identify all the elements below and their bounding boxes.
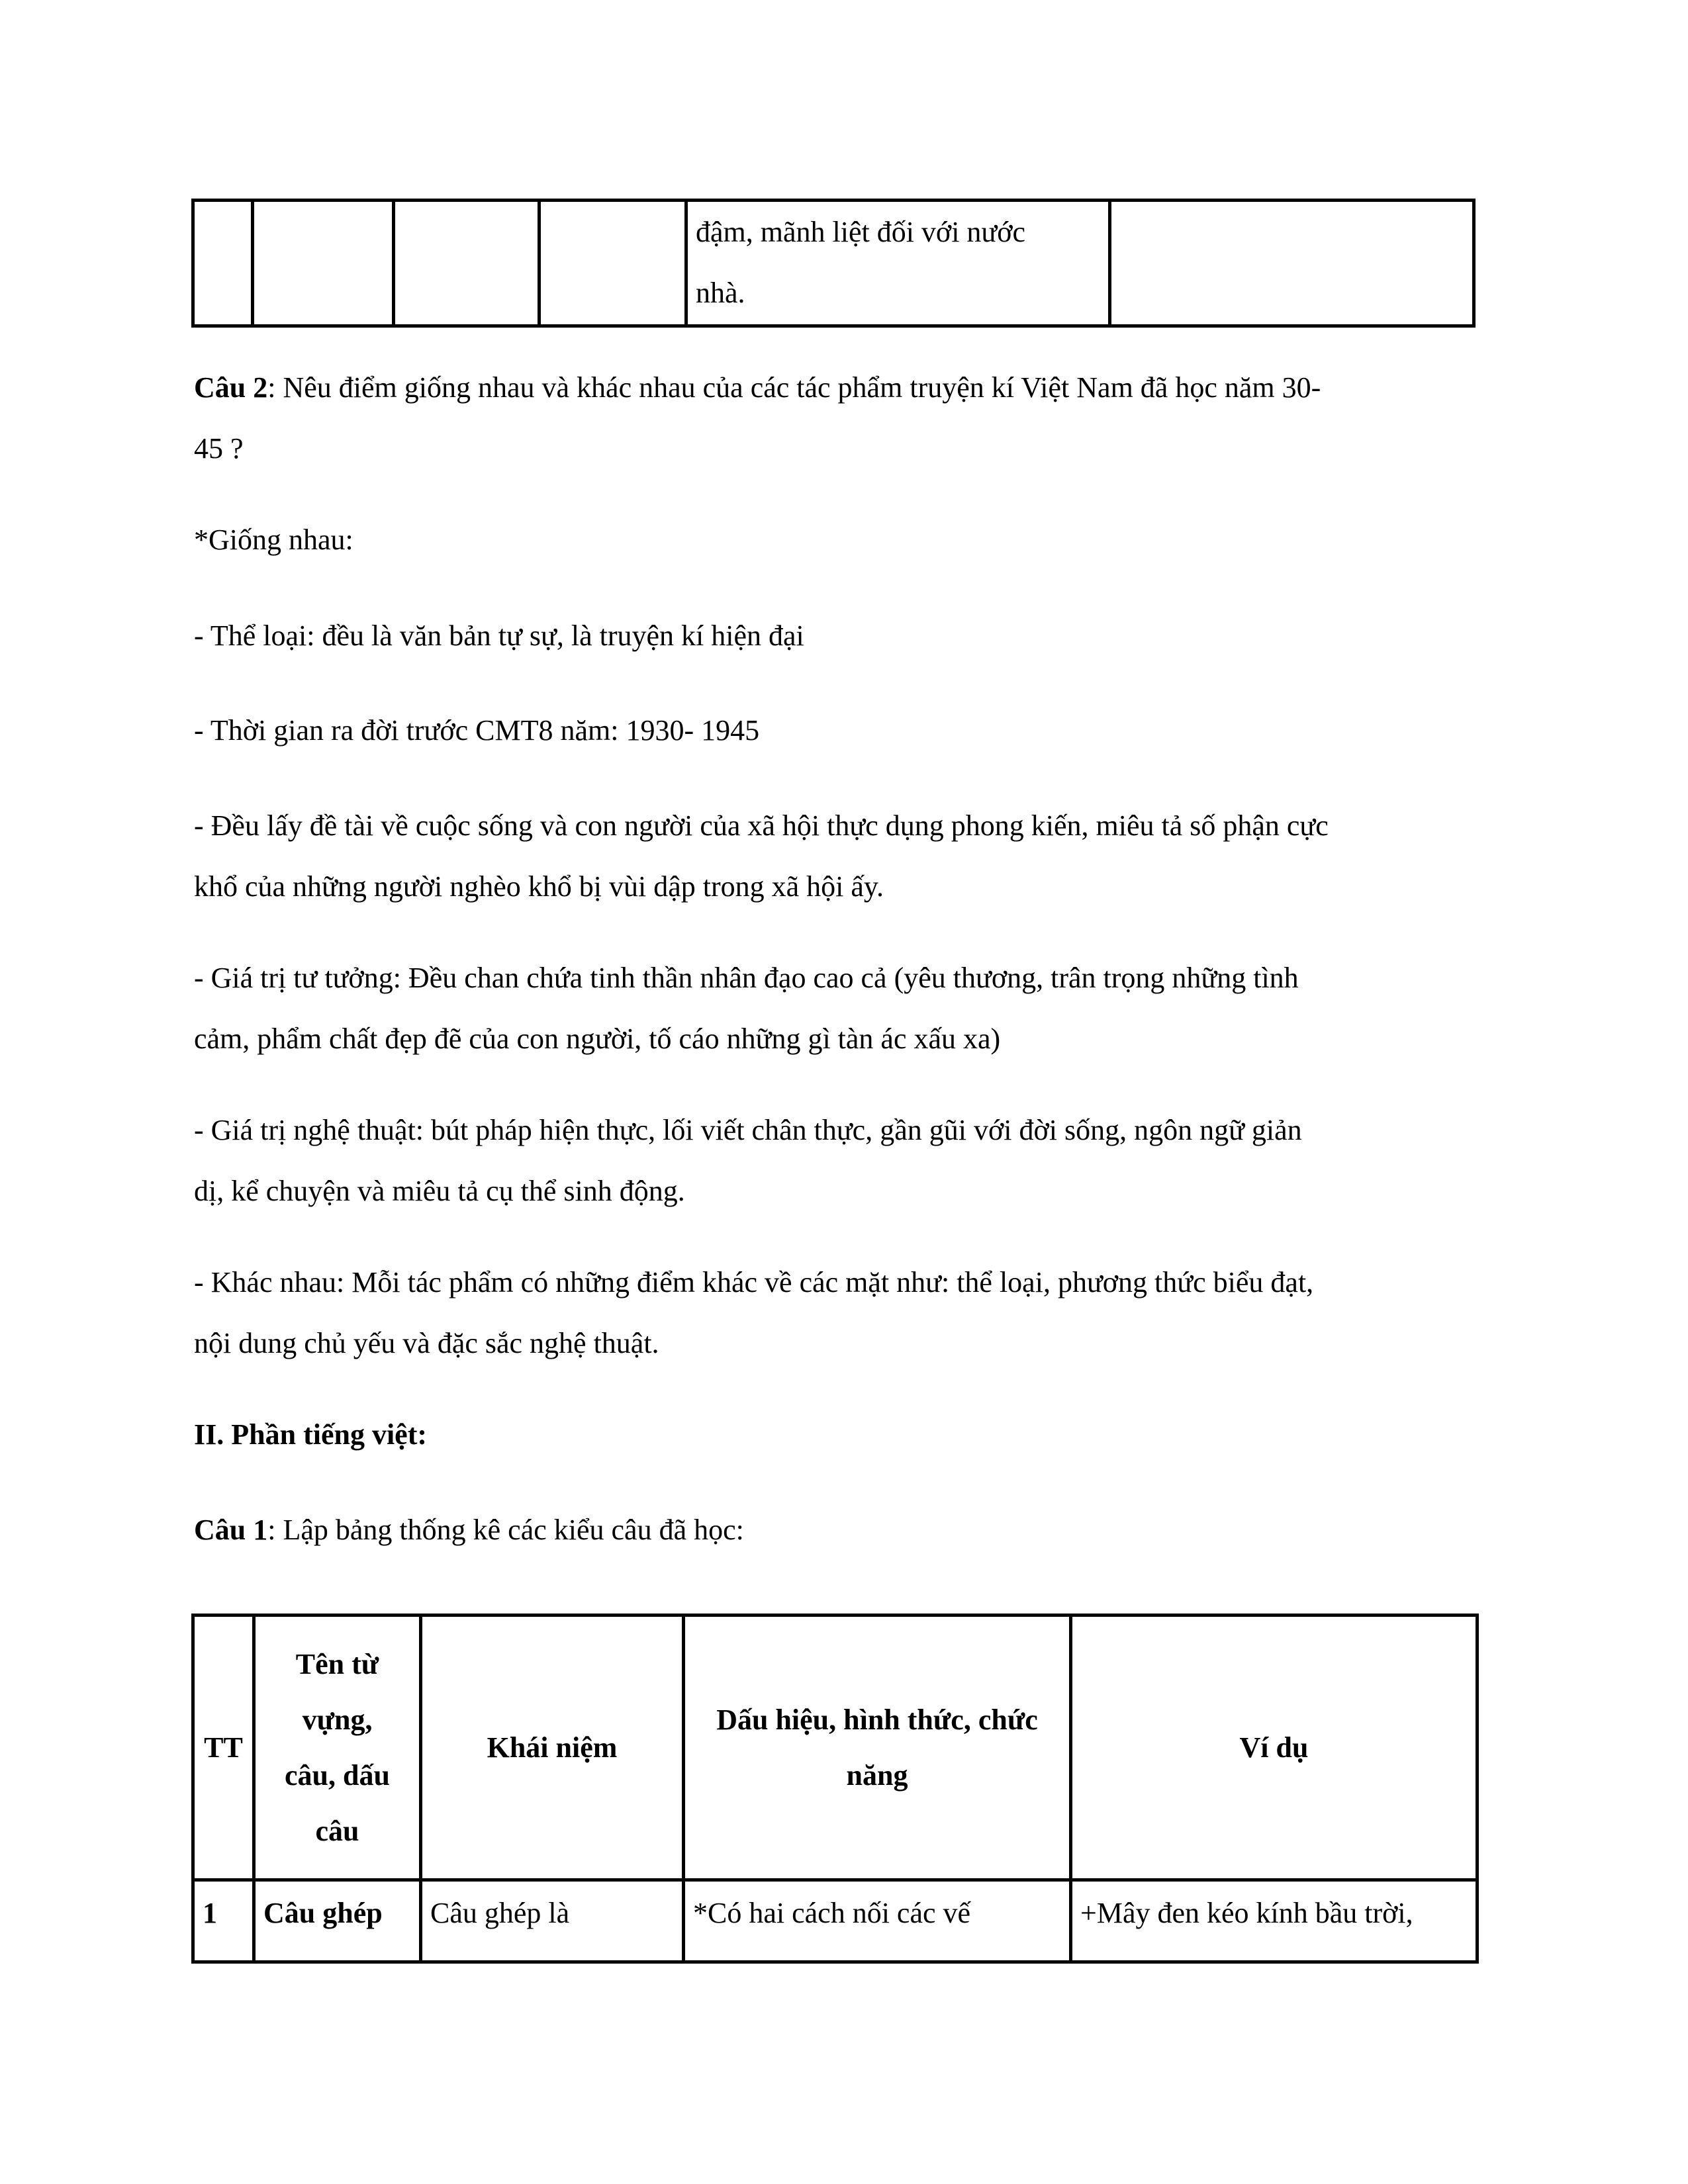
- header-signs: Dấu hiệu, hình thức, chức năng: [684, 1615, 1071, 1880]
- question-2-text-line2: 45 ?: [194, 432, 244, 465]
- table-cell: [539, 201, 686, 326]
- table-cell: [193, 201, 253, 326]
- similarity-ideology: - Giá trị tư tưởng: Đều chan chứa tinh thần nhân đạo cao cả (yêu thương, trân trọng những tình cảm, phẩm chất đẹp đẽ của con người, tố cáo những gì tàn ác xấu xa): [194, 962, 1299, 1055]
- row-example: +Mây đen kéo kính bầu trời,: [1071, 1880, 1477, 1962]
- header-name: Tên từ vựng, câu, dấu câu: [254, 1615, 421, 1880]
- question-1-label: Câu 1: [194, 1514, 268, 1546]
- table-cell: [253, 201, 394, 326]
- table-header-row: [193, 1615, 1477, 1880]
- question-2-text: : Nêu điểm giống nhau và khác nhau của các tác phẩm truyện kí Việt Nam đã học năm 30-: [267, 371, 1321, 404]
- table-row: [193, 201, 1474, 326]
- similarity-topic: - Đều lấy đề tài về cuộc sống và con người của xã hội thực dụng phong kiến, miêu tả số phận cực khổ của những người nghèo khổ bị vùi dập trong xã hội ấy.: [194, 809, 1329, 903]
- header-tt: TT: [193, 1615, 254, 1880]
- similarities-heading: *Giống nhau:: [194, 523, 353, 556]
- section-2-heading: II. Phần tiếng việt:: [194, 1418, 427, 1451]
- similarity-art: - Giá trị nghệ thuật: bút pháp hiện thực, lối viết chân thực, gần gũi với đời sống, ngôn ngữ giản dị, kể chuyện và miêu tả cụ thể sinh động.: [194, 1114, 1302, 1207]
- question-1: [194, 1500, 1491, 1561]
- cell-text-line: đậm, mãnh liệt đối với nước: [696, 216, 1026, 248]
- continuation-table: [191, 199, 1476, 328]
- similarity-genre: - Thể loại: đều là văn bản tự sự, là truyện kí hiện đại: [194, 619, 804, 652]
- question-2: [194, 357, 1491, 479]
- question-1-text: : Lập bảng thống kê các kiểu câu đã học:: [267, 1514, 744, 1546]
- table-cell: [1110, 201, 1474, 326]
- question-2-label: Câu 2: [194, 371, 268, 404]
- row-name: Câu ghép: [254, 1880, 421, 1962]
- table-row: [193, 1880, 1477, 1962]
- row-signs: *Có hai cách nối các vế: [684, 1880, 1071, 1962]
- table-cell-content: [686, 201, 1110, 326]
- header-concept: Khái niệm: [421, 1615, 684, 1880]
- header-example: Ví dụ: [1071, 1615, 1477, 1880]
- sentence-types-table: [191, 1614, 1479, 1964]
- cell-text-line: nhà.: [696, 277, 745, 309]
- table-cell: [394, 201, 539, 326]
- row-concept: Câu ghép là: [421, 1880, 684, 1962]
- similarity-time: - Thời gian ra đời trước CMT8 năm: 1930- 1945: [194, 714, 760, 747]
- row-tt: 1: [193, 1880, 254, 1962]
- differences: - Khác nhau: Mỗi tác phẩm có những điểm khác về các mặt như: thể loại, phương thức biểu đạt, nội dung chủ yếu và đặc sắc nghệ thuật.: [194, 1266, 1314, 1359]
